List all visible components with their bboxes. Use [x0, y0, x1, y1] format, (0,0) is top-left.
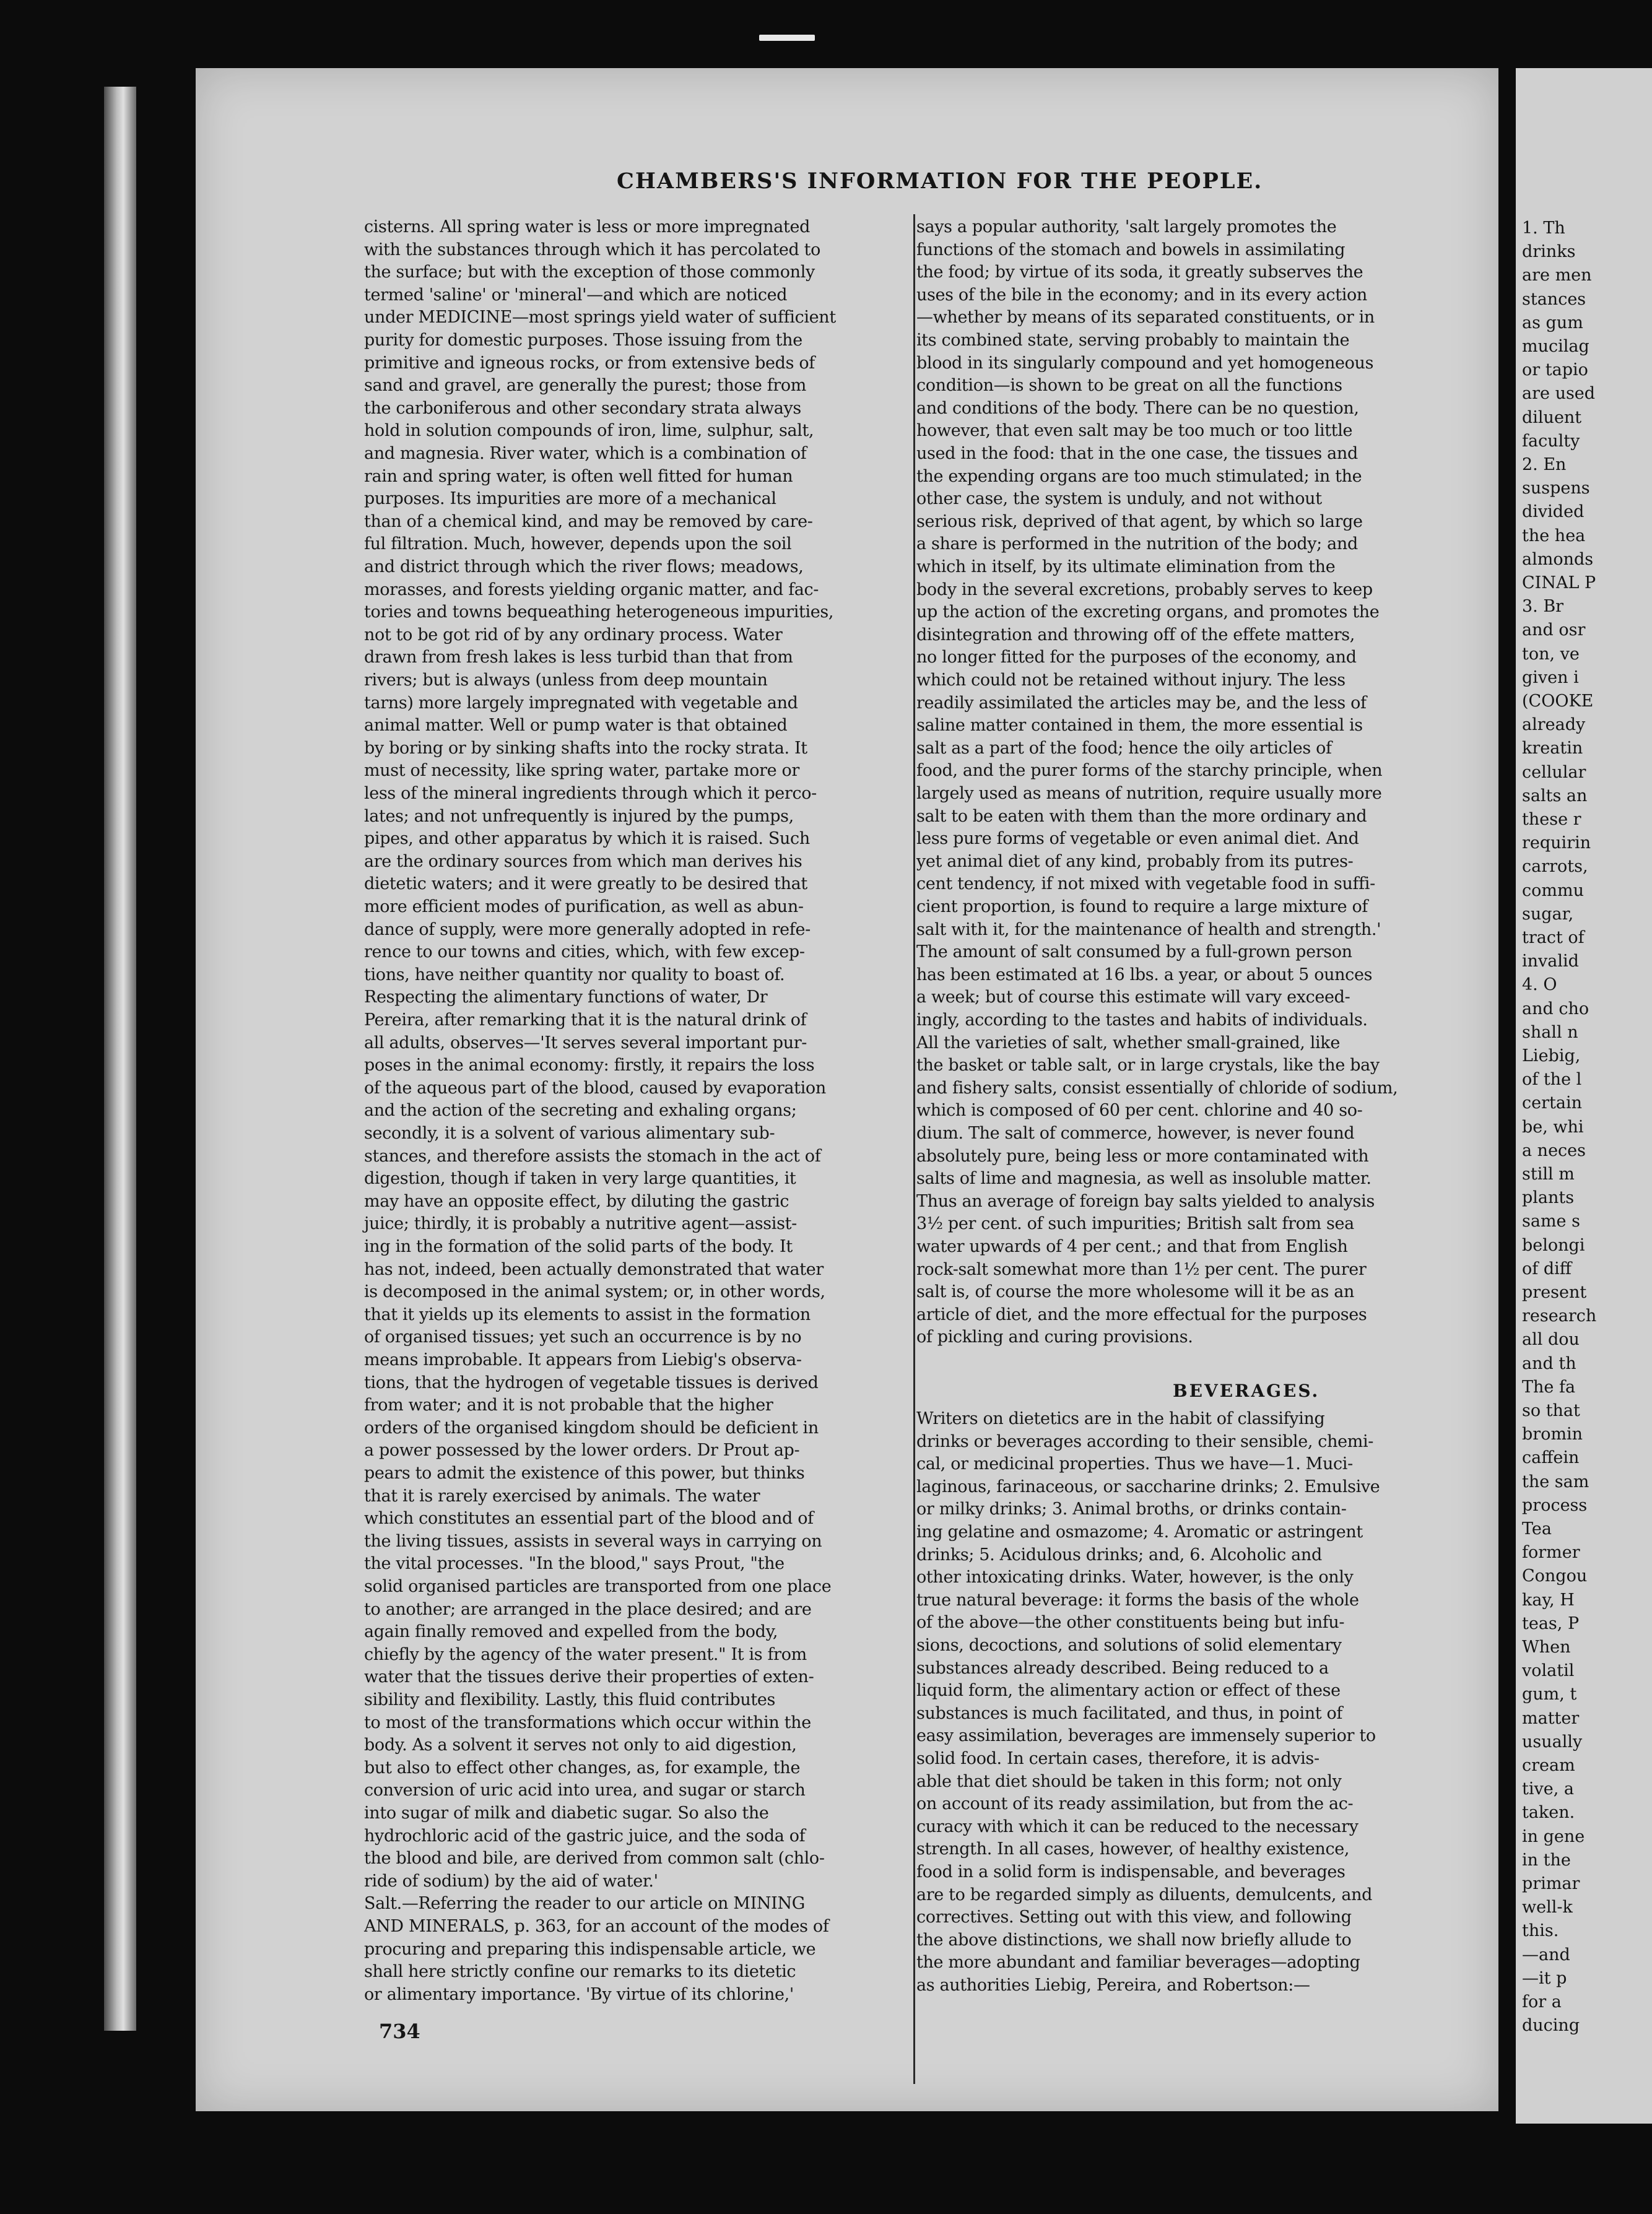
left-column-line: ride of sodium) by the aid of water.'	[364, 1871, 658, 1891]
adjacent-page-line: and cho	[1522, 999, 1589, 1018]
right-column-line: used in the food: that in the one case, the tissues and	[916, 444, 1358, 463]
right-column-line: other case, the system is unduly, and not without	[916, 489, 1322, 509]
beverages-line: as authorities Liebig, Pereira, and Robertson:—	[916, 1976, 1310, 1995]
adjacent-page-line: salts an	[1522, 786, 1588, 805]
left-column-line: to most of the transformations which occur within the	[364, 1713, 811, 1732]
left-column-line: tions, have neither quantity nor quality to boast of.	[364, 965, 785, 984]
beverages-line: of the above—the other constituents being but infu-	[916, 1613, 1345, 1633]
right-column-line: no longer fitted for the purposes of the economy, and	[916, 648, 1357, 667]
adjacent-page-line: the hea	[1522, 526, 1586, 545]
adjacent-page-line: divided	[1522, 502, 1585, 522]
left-column-line: pipes, and other apparatus by which it is raised. Such	[364, 829, 810, 849]
adjacent-page-line: certain	[1522, 1093, 1582, 1113]
left-column-line: by boring or by sinking shafts into the rocky strata. It	[364, 738, 807, 758]
left-column-line: secondly, it is a solvent of various alimentary sub-	[364, 1124, 775, 1143]
right-column-line: salt as a part of the food; hence the oily articles of	[916, 738, 1332, 758]
section-heading-beverages: BEVERAGES.	[1173, 1381, 1320, 1401]
right-column-line: largely used as means of nutrition, require usually more	[916, 784, 1382, 803]
adjacent-page-line: this.	[1522, 1921, 1559, 1941]
beverages-line: drinks; 5. Acidulous drinks; and, 6. Alcoholic and	[916, 1545, 1322, 1565]
adjacent-page-line: for a	[1522, 1992, 1562, 2012]
beverages-line: true natural beverage: it forms the basis of the whole	[916, 1590, 1359, 1610]
left-column-line: solid organised particles are transported from one place	[364, 1577, 832, 1596]
right-column-line: Thus an average of foreign bay salts yielded to analysis	[916, 1191, 1375, 1211]
right-column-line: and conditions of the body. There can be no question,	[916, 398, 1359, 418]
adjacent-page-line: kreatin	[1522, 739, 1583, 758]
adjacent-page-line: ducing	[1522, 2016, 1580, 2036]
beverages-line: ing gelatine and osmazome; 4. Aromatic or astringent	[916, 1522, 1363, 1542]
left-column-line: more efficient modes of purification, as well as abun-	[364, 897, 804, 916]
adjacent-page-line: (COOKE	[1522, 692, 1594, 711]
adjacent-page-line: Liebig,	[1522, 1046, 1581, 1066]
adjacent-page-line: tract of	[1522, 928, 1585, 947]
right-column-line: and fishery salts, consist essentially of chloride of sodium,	[916, 1078, 1398, 1098]
left-column-line: rivers; but is always (unless from deep mountain	[364, 671, 768, 690]
adjacent-page-line: or tapio	[1522, 360, 1588, 380]
adjacent-page-line: kay, H	[1522, 1590, 1575, 1610]
adjacent-page-line: 3. Br	[1522, 597, 1564, 617]
right-column-line: which is composed of 60 per cent. chlorine and 40 so-	[916, 1101, 1363, 1121]
right-column-line: article of diet, and the more effectual for the purposes	[916, 1305, 1367, 1324]
beverages-line: easy assimilation, beverages are immensely superior to	[916, 1726, 1376, 1746]
adjacent-page-line: are men	[1522, 266, 1592, 285]
left-column-line: the surface; but with the exception of those commonly	[364, 263, 815, 282]
adjacent-page-line: shall n	[1522, 1022, 1578, 1042]
scan-top-mark	[759, 35, 815, 41]
adjacent-page-line: almonds	[1522, 549, 1594, 569]
left-column-line: termed 'saline' or 'mineral'—and which are noticed	[364, 285, 788, 305]
left-column-line: again finally removed and expelled from the body,	[364, 1622, 778, 1642]
adjacent-page-line: 4. O	[1522, 975, 1557, 995]
adjacent-page-line: sugar,	[1522, 904, 1574, 924]
adjacent-page-line: ton, ve	[1522, 644, 1580, 664]
left-column-line: pears to admit the existence of this power, but thinks	[364, 1464, 805, 1483]
adjacent-page-line: research	[1522, 1306, 1597, 1326]
left-column-line: must of necessity, like spring water, partake more or	[364, 761, 799, 781]
left-column-line: ful filtration. Much, however, depends upon the soil	[364, 534, 792, 554]
left-column-line: is decomposed in the animal system; or, in other words,	[364, 1282, 825, 1302]
adjacent-page-line: Congou	[1522, 1566, 1588, 1586]
left-column-line: the blood and bile, are derived from common salt (chlo-	[364, 1849, 825, 1869]
right-column-line: blood in its singularly compound and yet homogeneous	[916, 353, 1374, 373]
adjacent-page-line: gum, t	[1522, 1685, 1577, 1704]
adjacent-page-line: and osr	[1522, 620, 1586, 640]
right-column-line: water upwards of 4 per cent.; and that from English	[916, 1237, 1348, 1256]
beverages-line: curacy with which it can be reduced to the necessary	[916, 1817, 1359, 1836]
adjacent-page-line: in the	[1522, 1850, 1571, 1870]
left-column-line: all adults, observes—'It serves several important pur-	[364, 1033, 807, 1053]
adjacent-page-line: 1. Th	[1522, 219, 1565, 238]
left-column-line: which constitutes an essential part of the blood and of	[364, 1509, 814, 1529]
left-column-line: tories and towns bequeathing heterogeneous impurities,	[364, 602, 834, 622]
left-column-line: purposes. Its impurities are more of a mechanical	[364, 489, 776, 509]
left-column-line: AND MINERALS, p. 363, for an account of the modes of	[364, 1917, 829, 1936]
page-number: 734	[379, 2020, 420, 2043]
adjacent-page-line: mucilag	[1522, 337, 1589, 356]
adjacent-page-line: are used	[1522, 384, 1596, 404]
adjacent-page-line: be, whi	[1522, 1117, 1584, 1137]
left-column-line: sibility and flexibility. Lastly, this fluid contributes	[364, 1690, 776, 1709]
adjacent-page-line: so that	[1522, 1401, 1580, 1420]
left-column-line: procuring and preparing this indispensable article, we	[364, 1939, 816, 1959]
adjacent-page-line: primar	[1522, 1874, 1580, 1893]
right-column-line: food, and the purer forms of the starchy principle, when	[916, 761, 1383, 781]
adjacent-page-line: carrots,	[1522, 857, 1588, 877]
left-column-line: less of the mineral ingredients through which it perco-	[364, 784, 817, 803]
adjacent-page-line: the sam	[1522, 1472, 1589, 1491]
beverages-line: Writers on dietetics are in the habit of classifying	[916, 1409, 1325, 1428]
book-binding-edge	[104, 87, 136, 2031]
left-column-line: than of a chemical kind, and may be removed by care-	[364, 511, 813, 531]
right-column-line: The amount of salt consumed by a full-grown person	[916, 942, 1352, 962]
left-column-line: chiefly by the agency of the water present." It is from	[364, 1644, 807, 1664]
beverages-line: liquid form, the alimentary action or effect of these	[916, 1681, 1341, 1701]
right-column-line: rock-salt somewhat more than 1½ per cent. The purer	[916, 1259, 1367, 1279]
left-column-line: sand and gravel, are generally the purest; those from	[364, 376, 807, 396]
right-column-line: the expending organs are too much stimulated; in the	[916, 466, 1362, 486]
right-column-line: salts of lime and magnesia, as well as insoluble matter.	[916, 1169, 1372, 1189]
adjacent-page-fragment	[1516, 68, 1652, 2124]
left-column-line: and district through which the river flows; meadows,	[364, 557, 804, 576]
adjacent-page-line: caffein	[1522, 1448, 1580, 1468]
left-column-line: means improbable. It appears from Liebig's observa-	[364, 1350, 802, 1370]
right-column-line: the basket or table salt, or in large crystals, like the bay	[916, 1056, 1380, 1075]
right-column-line: —whether by means of its separated constituents, or in	[916, 308, 1375, 328]
adjacent-page-line: When	[1522, 1638, 1571, 1657]
adjacent-page-line: teas, P	[1522, 1613, 1580, 1633]
adjacent-page-line: tive, a	[1522, 1779, 1574, 1799]
right-column-line: dium. The salt of commerce, however, is never found	[916, 1124, 1355, 1143]
right-column-line: salt is, of course the more wholesome will it be as an	[916, 1282, 1355, 1302]
left-column-line: the vital processes. "In the blood," says Prout, "the	[364, 1554, 785, 1574]
adjacent-page-line: process	[1522, 1495, 1588, 1515]
right-column-line: disintegration and throwing off of the effete matters,	[916, 625, 1355, 645]
adjacent-page-line: usually	[1522, 1732, 1583, 1752]
left-column-line: tions, that the hydrogen of vegetable tissues is derived	[364, 1373, 819, 1392]
right-column-line: salt with it, for the maintenance of health and strength.'	[916, 919, 1381, 939]
left-column-line: Salt.—Referring the reader to our article on MINING	[364, 1894, 805, 1914]
beverages-line: drinks or beverages according to their sensible, chemi-	[916, 1431, 1374, 1451]
right-column-line: condition—is shown to be great on all the functions	[916, 376, 1342, 396]
adjacent-page-line: same s	[1522, 1212, 1580, 1231]
right-column-line: up the action of the excreting organs, and promotes the	[916, 602, 1380, 622]
left-column-line: into sugar of milk and diabetic sugar. So also the	[364, 1804, 769, 1823]
left-column-line: shall here strictly confine our remarks to its dietetic	[364, 1962, 796, 1982]
adjacent-page-line: —it p	[1522, 1968, 1567, 1988]
adjacent-page-line: former	[1522, 1543, 1580, 1563]
left-column-line: digestion, though if taken in very large quantities, it	[364, 1169, 796, 1189]
beverages-line: food in a solid form is indispensable, and beverages	[916, 1862, 1346, 1882]
right-column-line: its combined state, serving probably to maintain the	[916, 331, 1350, 350]
right-column-line: says a popular authority, 'salt largely promotes the	[916, 217, 1337, 237]
right-column-line: saline matter contained in them, the more essential is	[916, 716, 1363, 736]
left-column-line: are the ordinary sources from which man derives his	[364, 851, 802, 871]
left-column-line: of the aqueous part of the blood, caused by evaporation	[364, 1078, 826, 1098]
adjacent-page-line: in gene	[1522, 1826, 1585, 1846]
left-column-line: hydrochloric acid of the gastric juice, and the soda of	[364, 1826, 806, 1846]
adjacent-page-line: a neces	[1522, 1140, 1586, 1160]
left-column-line: that it is rarely exercised by animals. The water	[364, 1486, 760, 1506]
left-column-line: and magnesia. River water, which is a combination of	[364, 444, 807, 463]
left-column-line: a power possessed by the lower orders. Dr Prout ap-	[364, 1441, 800, 1461]
beverages-line: substances already described. Being reduced to a	[916, 1658, 1329, 1678]
adjacent-page-line: drinks	[1522, 242, 1576, 262]
adjacent-page-line: volatil	[1522, 1661, 1575, 1681]
left-column-line: the carboniferous and other secondary strata always	[364, 398, 801, 418]
beverages-line: the more abundant and familiar beverages—adopting	[916, 1953, 1360, 1973]
right-column-line: serious risk, deprived of that agent, by which so large	[916, 511, 1363, 531]
left-column-line: animal matter. Well or pump water is that obtained	[364, 716, 788, 736]
adjacent-page-line: of diff	[1522, 1259, 1572, 1278]
left-column-line: dietetic waters; and it were greatly to be desired that	[364, 874, 807, 894]
beverages-line: sions, decoctions, and solutions of solid elementary	[916, 1636, 1342, 1655]
left-column-line: ing in the formation of the solid parts of the body. It	[364, 1237, 793, 1256]
right-column-line: ingly, according to the tastes and habits of individuals.	[916, 1010, 1368, 1030]
beverages-line: cal, or medicinal properties. Thus we have—1. Muci-	[916, 1454, 1353, 1474]
left-column-line: morasses, and forests yielding organic matter, and fac-	[364, 580, 819, 599]
left-column-line: that it yields up its elements to assist in the formation	[364, 1305, 811, 1324]
left-column-line: cisterns. All spring water is less or more impregnated	[364, 217, 811, 237]
right-column-line: a week; but of course this estimate will vary exceed-	[916, 988, 1350, 1007]
beverages-line: on account of its ready assimilation, but from the ac-	[916, 1794, 1354, 1814]
adjacent-page-line: matter	[1522, 1708, 1580, 1728]
adjacent-page-line: diluent	[1522, 407, 1582, 427]
right-column-line: cient proportion, is found to require a large mixture of	[916, 897, 1368, 916]
left-column-line: with the substances through which it has percolated to	[364, 240, 821, 259]
left-column-line: lates; and not unfrequently is injured by the pumps,	[364, 806, 794, 826]
adjacent-page-line: as gum	[1522, 313, 1583, 332]
left-column-line: rence to our towns and cities, which, with few excep-	[364, 942, 805, 962]
beverages-line: strength. In all cases, however, of healthy existence,	[916, 1839, 1350, 1859]
left-column-line: and the action of the secreting and exhaling organs;	[364, 1101, 797, 1121]
adjacent-page-line: cellular	[1522, 762, 1586, 782]
left-column-line: stances, and therefore assists the stomach in the act of	[364, 1146, 821, 1166]
beverages-line: are to be regarded simply as diluents, demulcents, and	[916, 1885, 1373, 1904]
left-column-line: rain and spring water, is often well fitted for human	[364, 466, 793, 486]
right-column-line: however, that even salt may be too much or too little	[916, 421, 1353, 441]
adjacent-page-line: belongi	[1522, 1235, 1585, 1255]
left-column-line: under MEDICINE—most springs yield water of sufficient	[364, 308, 836, 328]
adjacent-page-line: suspens	[1522, 479, 1590, 498]
adjacent-page-line: invalid	[1522, 952, 1579, 971]
adjacent-page-line: faculty	[1522, 431, 1580, 451]
beverages-line: able that diet should be taken in this form; not only	[916, 1771, 1342, 1791]
right-column-line: yet animal diet of any kind, probably from its putres-	[916, 851, 1354, 871]
adjacent-page-line: all dou	[1522, 1330, 1580, 1350]
left-column-line: poses in the animal economy: firstly, it repairs the loss	[364, 1056, 815, 1075]
left-column-line: orders of the organised kingdom should be deficient in	[364, 1418, 819, 1438]
column-rule	[913, 214, 915, 2084]
adjacent-page-line: still m	[1522, 1165, 1575, 1184]
adjacent-page-line: of the l	[1522, 1070, 1582, 1090]
right-column-line: of pickling and curing provisions.	[916, 1327, 1193, 1347]
right-column-line: 3½ per cent. of such impurities; British salt from sea	[916, 1214, 1354, 1234]
right-column-line: has been estimated at 16 lbs. a year, or about 5 ounces	[916, 965, 1373, 984]
adjacent-page-line: requirin	[1522, 833, 1591, 853]
adjacent-page-line: CINAL P	[1522, 573, 1596, 593]
left-column-line: primitive and igneous rocks, or from extensive beds of	[364, 353, 815, 373]
left-column-line: body. As a solvent it serves not only to aid digestion,	[364, 1735, 797, 1755]
left-column-line: of organised tissues; yet such an occurrence is by no	[364, 1327, 802, 1347]
left-column-line: purity for domestic purposes. Those issuing from the	[364, 331, 802, 350]
left-column-line: not to be got rid of by any ordinary process. Water	[364, 625, 783, 645]
adjacent-page-line: 2. En	[1522, 455, 1567, 474]
adjacent-page-line: these r	[1522, 810, 1581, 829]
left-column-line: Pereira, after remarking that it is the natural drink of	[364, 1010, 807, 1030]
right-column-line: cent tendency, if not mixed with vegetable food in suffi-	[916, 874, 1375, 894]
adjacent-page-line: and th	[1522, 1353, 1576, 1373]
left-column-line: juice; thirdly, it is probably a nutritive agent—assist-	[364, 1214, 797, 1234]
right-column-line: a share is performed in the nutrition of the body; and	[916, 534, 1358, 554]
adjacent-page-line: stances	[1522, 289, 1586, 309]
left-column-line: drawn from fresh lakes is less turbid than that from	[364, 648, 793, 667]
beverages-line: the above distinctions, we shall now briefly allude to	[916, 1930, 1352, 1950]
left-column-line: tarns) more largely impregnated with vegetable and	[364, 693, 798, 713]
adjacent-page-line: plants	[1522, 1188, 1575, 1208]
left-column-line: conversion of uric acid into urea, and sugar or starch	[364, 1781, 806, 1800]
beverages-line: or milky drinks; 3. Animal broths, or drinks contain-	[916, 1500, 1347, 1519]
beverages-line: substances is much facilitated, and thus, in point of	[916, 1703, 1343, 1723]
right-column-line: which in itself, by its ultimate elimination from the	[916, 557, 1336, 576]
right-column-line: readily assimilated the articles may be, and the less of	[916, 693, 1367, 713]
left-column-line: but also to effect other changes, as, for example, the	[364, 1758, 801, 1778]
right-column-line: functions of the stomach and bowels in assimilating	[916, 240, 1346, 259]
adjacent-page-line: already	[1522, 715, 1586, 735]
left-column-line: may have an opposite effect, by diluting the gastric	[364, 1191, 789, 1211]
left-column-line: Respecting the alimentary functions of water, Dr	[364, 988, 768, 1007]
beverages-line: laginous, farinaceous, or saccharine drinks; 2. Emulsive	[916, 1477, 1380, 1496]
right-column-line: which could not be retained without injury. The less	[916, 671, 1346, 690]
right-column-line: uses of the bile in the economy; and in its every action	[916, 285, 1367, 305]
left-column-line: to another; are arranged in the place desired; and are	[364, 1599, 812, 1619]
right-column-line: less pure forms of vegetable or even animal diet. And	[916, 829, 1359, 849]
right-column-line: the food; by virtue of its soda, it greatly subserves the	[916, 263, 1363, 282]
running-head: CHAMBERS'S INFORMATION FOR THE PEOPLE.	[617, 168, 1263, 194]
left-column-line: from water; and it is not probable that the higher	[364, 1396, 773, 1415]
left-column-line: or alimentary importance. 'By virtue of its chlorine,'	[364, 1984, 794, 2004]
adjacent-page-line: given i	[1522, 667, 1579, 687]
beverages-line: solid food. In certain cases, therefore, it is advis-	[916, 1749, 1319, 1768]
adjacent-page-line: —and	[1522, 1945, 1570, 1964]
right-column-line: All the varieties of salt, whether small-grained, like	[916, 1033, 1340, 1053]
adjacent-page-line: bromin	[1522, 1425, 1583, 1444]
adjacent-page-line: well-k	[1522, 1898, 1573, 1917]
adjacent-page-line: cream	[1522, 1756, 1575, 1775]
adjacent-page-line: taken.	[1522, 1803, 1575, 1823]
right-column-line: absolutely pure, being less or more contaminated with	[916, 1146, 1369, 1166]
beverages-line: other intoxicating drinks. Water, however, is the only	[916, 1568, 1354, 1587]
adjacent-page-line: commu	[1522, 880, 1584, 900]
adjacent-page-line: The fa	[1522, 1377, 1576, 1397]
left-column-line: the living tissues, assists in several ways in carrying on	[364, 1531, 822, 1551]
right-column-line: salt to be eaten with them than the more ordinary and	[916, 806, 1367, 826]
beverages-line: correctives. Setting out with this view, and following	[916, 1908, 1352, 1927]
right-column-line: body in the several excretions, probably serves to keep	[916, 580, 1373, 599]
left-column-line: water that the tissues derive their properties of exten-	[364, 1667, 814, 1687]
adjacent-page-line: present	[1522, 1283, 1587, 1302]
left-column-line: has not, indeed, been actually demonstrated that water	[364, 1259, 824, 1279]
left-column-line: dance of supply, were more generally adopted in refe-	[364, 919, 811, 939]
adjacent-page-line: Tea	[1522, 1519, 1552, 1539]
left-column-line: hold in solution compounds of iron, lime, sulphur, salt,	[364, 421, 814, 441]
